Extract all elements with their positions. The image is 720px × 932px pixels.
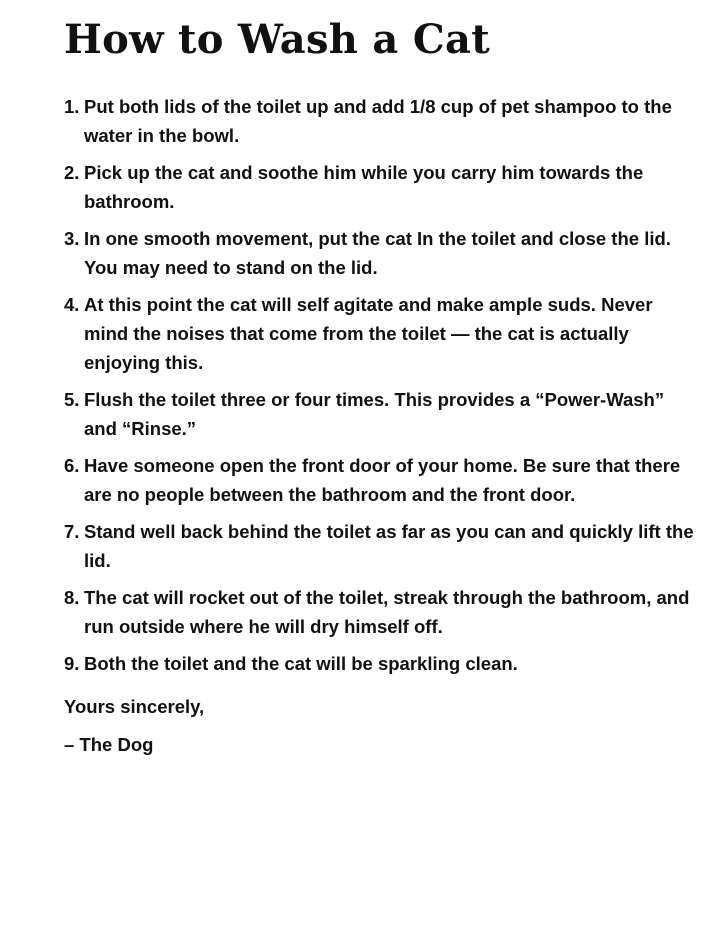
step-number: 8. [64,587,80,608]
document-title: How to Wash a Cat [64,16,490,63]
step-text: Stand well back behind the toilet as far as you can and quickly lift the lid. [84,521,694,571]
step-number: 2. [64,162,80,183]
list-item [64,451,696,509]
step-number: 6. [64,455,80,476]
step-text: Flush the toilet three or four times. This provides a “Power-Wash” and “Rinse.” [84,389,665,439]
list-item [64,290,696,377]
step-text: Put both lids of the toilet up and add 1/8 cup of pet shampoo to the water in the bowl. [84,96,672,146]
step-text: At this point the cat will self agitate and make ample suds. Never mind the noises that come from the toilet — the cat is actually enjoying this. [84,294,653,373]
step-text: Have someone open the front door of your home. Be sure that there are no people between the bathroom and the front door. [84,455,681,505]
step-text: In one smooth movement, put the cat In the toilet and close the lid. You may need to stand on the lid. [84,228,671,278]
signature-line: – The Dog [64,734,154,755]
list-item [64,649,696,678]
step-number: 7. [64,521,80,542]
step-number: 3. [64,228,80,249]
list-item [64,224,696,282]
list-item [64,583,696,641]
step-number: 5. [64,389,80,410]
closing-line: Yours sincerely, [64,696,205,717]
step-number: 1. [64,96,80,117]
list-item [64,158,696,216]
list-item [64,92,696,150]
step-text: The cat will rocket out of the toilet, streak through the bathroom, and run outside where he will dry himself off. [84,587,690,637]
step-text: Pick up the cat and soothe him while you carry him towards the bathroom. [84,162,644,212]
steps-list [64,92,696,678]
step-number: 9. [64,653,80,674]
step-text: Both the toilet and the cat will be sparkling clean. [84,653,518,674]
list-item [64,385,696,443]
step-number: 4. [64,294,80,315]
list-item [64,517,696,575]
